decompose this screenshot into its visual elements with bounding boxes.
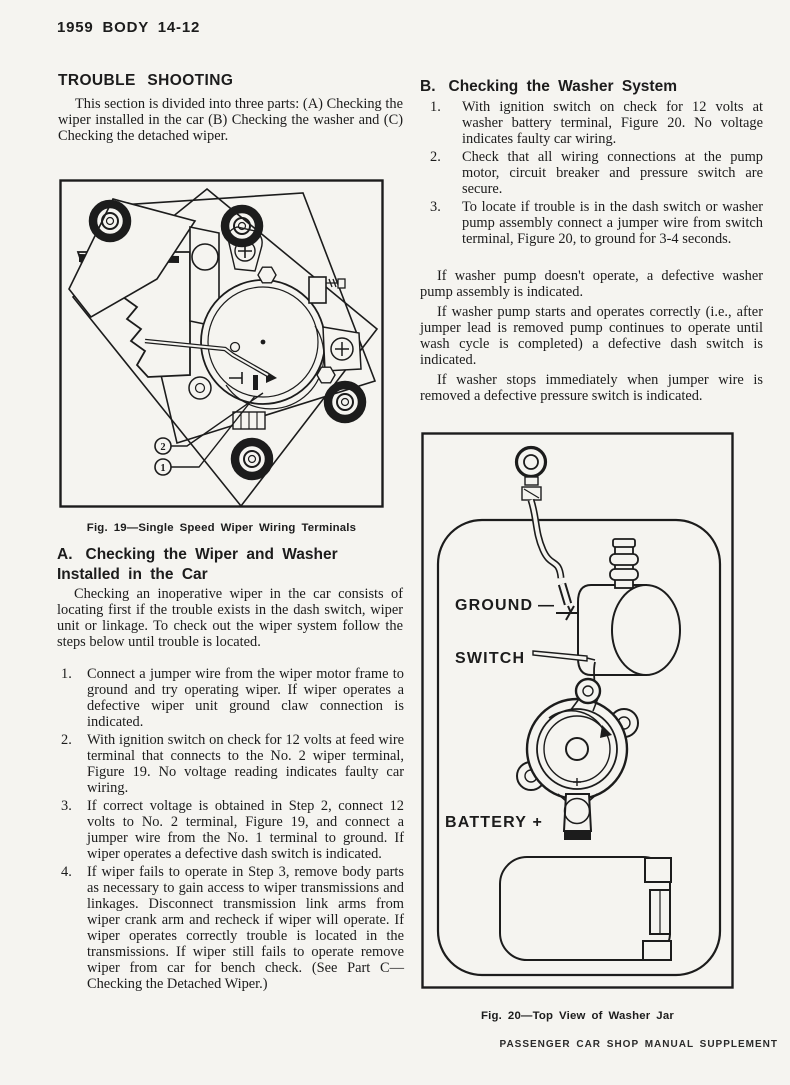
paragraph: If washer pump doesn't operate, a defective washer pump assembly is indicated. [420, 268, 763, 300]
page-footer: PASSENGER CAR SHOP MANUAL SUPPLEMENT [499, 1039, 778, 1050]
figure-19-caption: Fig. 19—Single Speed Wiper Wiring Terminals [86, 522, 357, 534]
section-b-letter: B. [420, 78, 436, 95]
terminal-2-callout: 2 [160, 442, 166, 453]
list-item [420, 99, 763, 147]
figure-20-caption: Fig. 20—Top View of Washer Jar [481, 1010, 674, 1022]
list-item [57, 798, 404, 862]
wiper-motor-drawing [59, 179, 384, 508]
step-number: 3. [430, 199, 441, 215]
list-item [57, 864, 404, 992]
step-text: With ignition switch on check for 12 volts at washer battery terminal, Figure 20. No voltage indicates faulty car wiring. [462, 99, 763, 147]
section-b-title [420, 77, 765, 97]
step-text: If correct voltage is obtained in Step 2, connect 12 volts to No. 2 terminal, Figure 19, and connect a jumper wire from the No. 1 terminal to ground. If wiper operates a defective dash switch is indicated. [87, 798, 404, 862]
step-number: 1. [61, 666, 72, 682]
section-b-title-text: Checking the Washer System [448, 78, 677, 95]
section-a-steps [57, 666, 404, 994]
section-a-title [57, 545, 403, 584]
step-text: Connect a jumper wire from the wiper motor frame to ground and try operating wiper. If wiper operates a defective wiper unit ground claw connection is indicated. [87, 666, 404, 730]
ground-label: GROUND [455, 597, 534, 614]
section-a-letter: A. [57, 546, 73, 563]
step-text: To locate if trouble is in the dash switch or washer pump assembly connect a jumper wire from switch terminal, Figure 20, to ground for 3-4 seconds. [462, 199, 763, 247]
step-number: 4. [61, 864, 72, 880]
ground-dash: — [538, 597, 556, 614]
list-item [420, 199, 763, 247]
section-title-trouble-shooting: TROUBLE SHOOTING [58, 72, 234, 89]
section-b-steps [420, 99, 763, 249]
step-text: With ignition switch on check for 12 volts at feed wire terminal that connects to the No. 2 wiper terminal, Figure 19. No voltage reading indicates faulty car wiring. [87, 732, 404, 796]
section-b-paragraphs [420, 268, 763, 408]
figure-19 [59, 179, 384, 508]
step-number: 3. [61, 798, 72, 814]
step-text: Check that all wiring connections at the pump motor, circuit breaker and pressure switch are secure. [462, 149, 763, 197]
section-a-intro: Checking an inoperative wiper in the car consists of locating first if the trouble exists in the dash switch, wiper unit or linkage. To check out the wiper system follow the steps below until trouble is located. [57, 586, 403, 650]
list-item [420, 149, 763, 197]
step-number: 2. [61, 732, 72, 748]
paragraph: If washer stops immediately when jumper wire is removed a defective pressure switch is indicated. [420, 372, 763, 404]
paragraph: If washer pump starts and operates correctly (i.e., after jumper lead is removed pump continues to operate until wash cycle is completed) a defective dash switch is indicated. [420, 304, 763, 368]
step-text: If wiper fails to operate in Step 3, remove body parts as necessary to gain access to wiper transmissions and linkages. Disconnect transmission link arms from wiper crank arm and recheck if wiper will operate. If wiper operates correctly trouble is located in the transmissions. If wiper still fails to operate remove wiper from car for bench check. (See Part C—Checking the Detached Wiper.) [87, 864, 404, 992]
switch-label: SWITCH [455, 650, 526, 667]
list-item [57, 666, 404, 730]
terminal-1-callout: 1 [160, 463, 166, 474]
step-number: 1. [430, 99, 441, 115]
list-item [57, 732, 404, 796]
figure-20 [421, 432, 734, 989]
trouble-shooting-intro: This section is divided into three parts: (A) Checking the wiper installed in the car (B) Checking the washer and (C) Checking the detached wiper. [58, 96, 403, 144]
page-header: 1959 BODY 14-12 [57, 19, 201, 36]
step-number: 2. [430, 149, 441, 165]
section-a-title-text: Checking the Wiper and Washer Installed in the Car [57, 546, 338, 583]
battery-label: BATTERY + [445, 814, 544, 831]
washer-jar-drawing [421, 432, 734, 989]
